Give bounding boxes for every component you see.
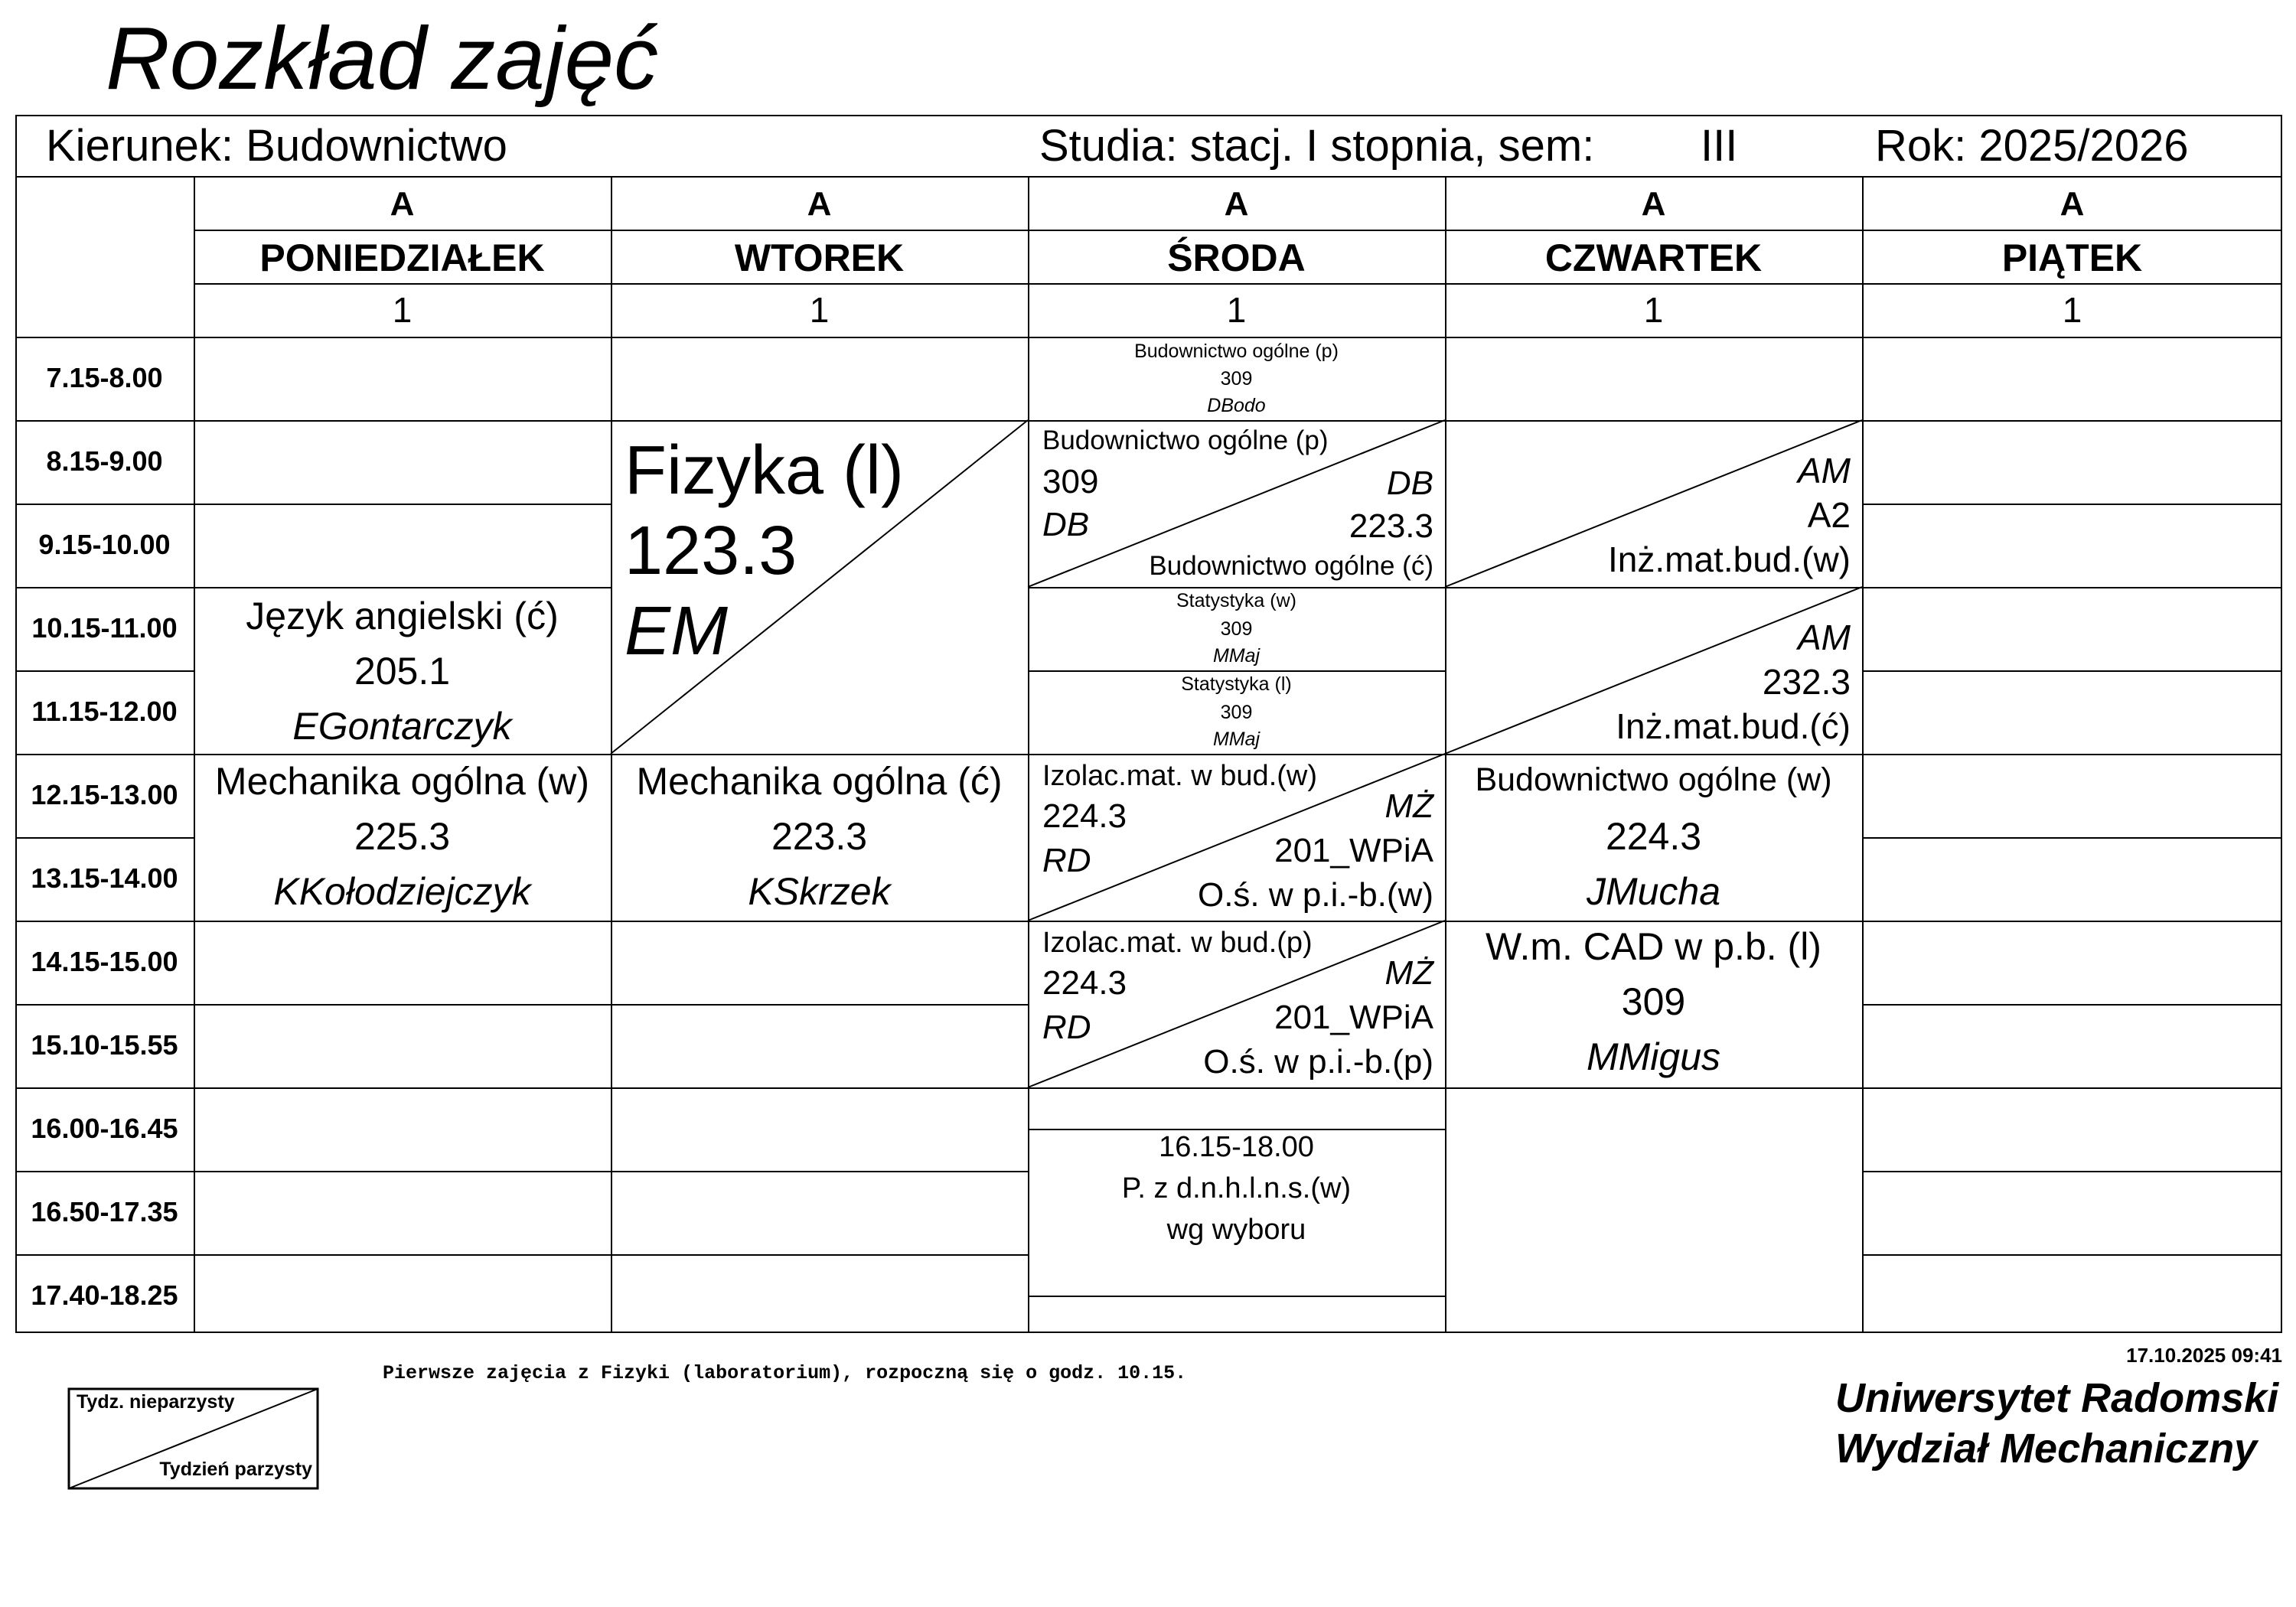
even-week-room: 232.3 — [1762, 662, 1851, 702]
class-room: 223.3 — [771, 815, 868, 858]
field-kierunek: Kierunek: Budownictwo — [46, 121, 507, 171]
day-week-fri: A — [2060, 185, 2085, 223]
day-name-fri: PIĄTEK — [2001, 236, 2143, 279]
day-num-fri: 1 — [2062, 290, 2082, 330]
even-week-subject: Inż.mat.bud.(ć) — [1616, 706, 1851, 746]
day-week-mon: A — [390, 185, 415, 223]
time-slot: 14.15-15.00 — [31, 946, 178, 977]
even-week-teacher: MŻ — [1384, 787, 1433, 825]
day-num-mon: 1 — [392, 290, 413, 330]
class-teacher: MMaj — [1212, 729, 1261, 750]
faculty-name: Wydział Mechaniczny — [1835, 1426, 2258, 1472]
field-rok: Rok: 2025/2026 — [1875, 121, 2189, 171]
footer-note: Pierwsze zajęcia z Fizyki (laboratorium), rozpoczną się o godz. 10.15. — [383, 1362, 1187, 1384]
even-week-teacher: AM — [1798, 618, 1851, 657]
odd-week-room: 224.3 — [1042, 964, 1127, 1002]
class-subject: Mechanika ogólna (ć) — [636, 760, 1003, 803]
class-subject: Fizyka (l) — [625, 432, 904, 509]
odd-week-room: 309 — [1042, 463, 1099, 500]
day-week-wed: A — [1224, 185, 1249, 223]
even-week-subject: O.ś. w p.i.-b.(p) — [1203, 1043, 1433, 1081]
class-teacher: EM — [625, 593, 728, 670]
page-title: Rozkład zajęć — [106, 8, 659, 108]
odd-week-teacher: DB — [1042, 506, 1090, 543]
class-subject: Statystyka (l) — [1181, 673, 1292, 695]
odd-week-subject: Izolac.mat. w bud.(w) — [1042, 760, 1317, 792]
day-week-tue: A — [807, 185, 832, 223]
day-week-thu: A — [1641, 185, 1666, 223]
class-teacher: JMucha — [1586, 870, 1721, 913]
time-slot: 7.15-8.00 — [46, 362, 163, 393]
even-week-subject: Budownictwo ogólne (ć) — [1149, 551, 1433, 581]
time-slot: 13.15-14.00 — [31, 862, 178, 894]
class-subject: Budownictwo ogólne (w) — [1475, 761, 1832, 798]
time-slot: 17.40-18.25 — [31, 1279, 178, 1311]
even-week-subject: O.ś. w p.i.-b.(w) — [1197, 876, 1433, 914]
day-num-wed: 1 — [1226, 290, 1247, 330]
class-time: 16.15-18.00 — [1159, 1131, 1314, 1163]
odd-week-room: 224.3 — [1042, 797, 1127, 835]
class-subject: Statystyka (w) — [1176, 590, 1296, 611]
even-week-room: 223.3 — [1349, 507, 1433, 545]
field-studia: Studia: stacj. I stopnia, sem: — [1039, 121, 1595, 171]
day-num-tue: 1 — [809, 290, 830, 330]
timestamp: 17.10.2025 09:41 — [2126, 1344, 2282, 1367]
even-week-room: 201_WPiA — [1274, 999, 1433, 1036]
even-week-teacher: DB — [1386, 464, 1433, 502]
odd-week-teacher: RD — [1042, 842, 1091, 879]
odd-week-subject: Budownictwo ogólne (p) — [1042, 425, 1329, 455]
legend-even-week: Tydzień parzysty — [159, 1459, 312, 1480]
class-teacher: EGontarczyk — [292, 705, 512, 748]
time-slot: 9.15-10.00 — [38, 529, 171, 560]
field-semestr: III — [1701, 121, 1738, 171]
class-note: wg wyboru — [1166, 1214, 1306, 1246]
day-name-mon: PONIEDZIAŁEK — [259, 236, 545, 279]
day-name-thu: CZWARTEK — [1544, 236, 1763, 279]
time-slot: 10.15-11.00 — [31, 612, 178, 644]
even-week-subject: Inż.mat.bud.(w) — [1608, 539, 1851, 579]
even-week-teacher: MŻ — [1384, 954, 1433, 992]
odd-week-subject: Izolac.mat. w bud.(p) — [1042, 927, 1313, 959]
university-name: Uniwersytet Radomski — [1835, 1375, 2279, 1421]
class-teacher: DBodo — [1207, 395, 1266, 416]
even-week-teacher: AM — [1798, 451, 1851, 491]
class-room: 123.3 — [625, 513, 797, 589]
time-slot: 16.50-17.35 — [31, 1196, 178, 1227]
class-teacher: KKołodziejczyk — [273, 870, 531, 913]
class-subject: P. z d.n.h.l.n.s.(w) — [1121, 1172, 1352, 1204]
day-name-tue: WTOREK — [734, 236, 905, 279]
time-slot: 8.15-9.00 — [46, 445, 163, 477]
time-slot: 12.15-13.00 — [31, 779, 178, 810]
day-name-wed: ŚRODA — [1167, 236, 1306, 279]
class-room: 309 — [1220, 702, 1253, 723]
legend-odd-week: Tydz. nieparzysty — [77, 1391, 235, 1413]
class-room: 309 — [1621, 980, 1686, 1023]
time-slot: 16.00-16.45 — [31, 1113, 178, 1144]
day-num-thu: 1 — [1643, 290, 1664, 330]
class-teacher: MMaj — [1212, 645, 1261, 667]
class-room: 309 — [1220, 618, 1253, 640]
odd-week-teacher: RD — [1042, 1009, 1091, 1046]
class-subject: Mechanika ogólna (w) — [214, 760, 590, 803]
time-slot: 15.10-15.55 — [31, 1029, 178, 1061]
even-week-room: 201_WPiA — [1274, 832, 1433, 869]
class-subject: Budownictwo ogólne (p) — [1134, 341, 1339, 362]
class-room: 205.1 — [354, 650, 451, 693]
time-slot: 11.15-12.00 — [31, 696, 178, 727]
class-room: 224.3 — [1605, 815, 1702, 858]
class-teacher: MMigus — [1586, 1035, 1721, 1078]
class-teacher: KSkrzek — [748, 870, 891, 913]
even-week-room: A2 — [1807, 495, 1851, 535]
class-room: 309 — [1220, 368, 1253, 390]
class-subject: Język angielski (ć) — [246, 595, 559, 637]
class-room: 225.3 — [354, 815, 451, 858]
class-subject: W.m. CAD w p.b. (l) — [1486, 925, 1821, 968]
